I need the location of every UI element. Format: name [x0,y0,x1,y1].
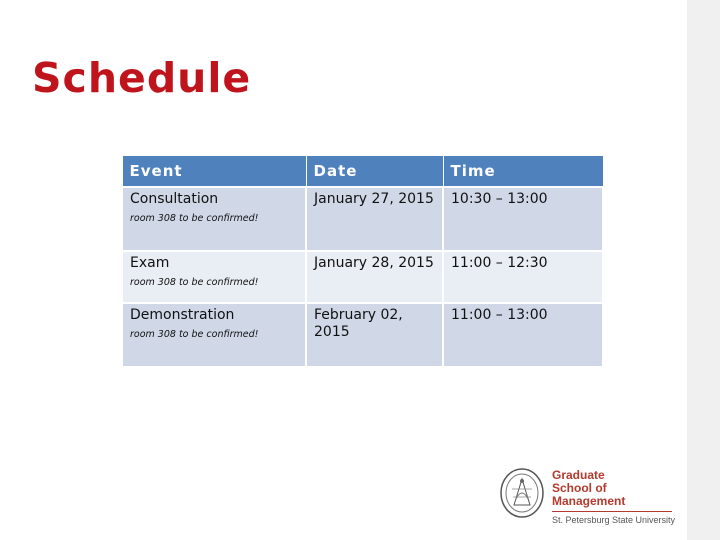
event-cell [122,251,306,303]
schedule-table [121,155,604,368]
event-cell [122,187,306,251]
side-strip [687,0,720,540]
logo-divider [552,511,672,512]
time-cell: 11:00 – 13:00 [443,303,603,367]
table-header-row [122,156,603,188]
logo-text [552,469,678,526]
table-row [122,251,603,303]
table-row [122,303,603,367]
event-name: Demonstration [130,307,235,323]
university-seal-icon [498,467,546,519]
event-note: room 308 to be confirmed! [130,213,259,224]
table-row [122,187,603,251]
event-note: room 308 to be confirmed! [130,329,259,340]
time-cell: 11:00 – 12:30 [443,251,603,303]
logo-line-graduate: Graduate [552,468,605,482]
gsom-logo [498,467,678,525]
date-cell: February 02, 2015 [306,303,443,367]
logo-line-university: St. Petersburg State University [552,515,676,525]
event-name: Exam [130,255,170,271]
event-note: room 308 to be confirmed! [130,277,259,288]
column-header-event: Event [122,156,306,188]
slide-title: Schedule [32,54,252,102]
event-cell [122,303,306,367]
date-cell: January 27, 2015 [306,187,443,251]
event-name: Consultation [130,191,219,207]
time-cell: 10:30 – 13:00 [443,187,603,251]
logo-line-school: School of Management [552,481,626,508]
date-cell: January 28, 2015 [306,251,443,303]
column-header-date: Date [306,156,443,188]
column-header-time: Time [443,156,603,188]
